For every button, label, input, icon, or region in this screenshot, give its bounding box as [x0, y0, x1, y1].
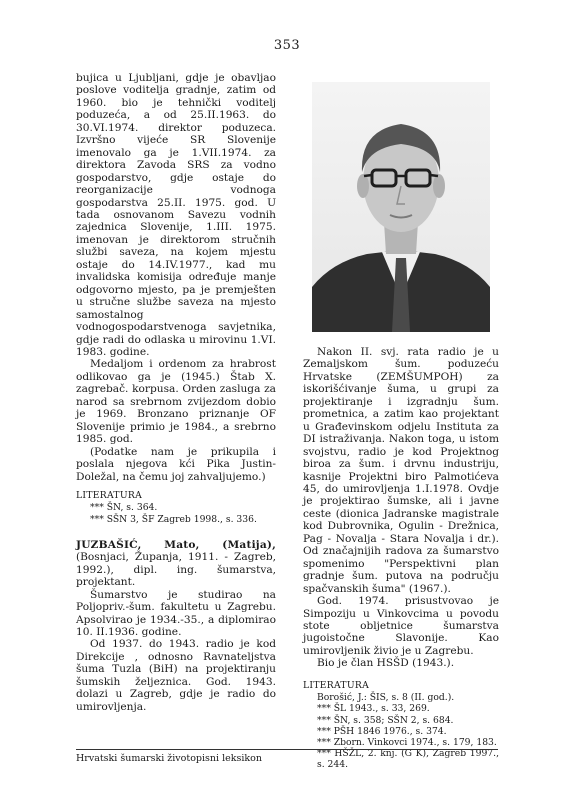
- entry-paragraph: Šumarstvo je studirao na Poljopriv.-šum. fakultetu u Zagrebu. Apsolvirao je 1934.-35., a diplomirao 10. II.1936. godine.: [76, 588, 276, 638]
- literature-heading: LITERATURA: [76, 489, 143, 501]
- literature-item: *** ŠL 1943., s. 33, 269.: [317, 703, 430, 715]
- membership-paragraph: Bio je član HSŠD (1943.).: [317, 657, 455, 670]
- literature-item: Borošić, J.: ŠIS, s. 8 (II. god.).: [317, 692, 455, 704]
- literature-heading: LITERATURA: [303, 679, 370, 691]
- literature-item: *** SŠN 3, ŠF Zagreb 1998., s. 336.: [90, 513, 257, 525]
- entry-paragraph: Od 1937. do 1943. radio je kod Direkcije , odnosno Ravnateljstva šuma Tuzla (BiH) na projektiranju šumskih željeznica. God. 1943. dolazi u Zagreb, gdje je radio do umirovljenja.: [76, 638, 276, 713]
- literature-item: *** HŠŽL, 2. knj. (G K), Zagreb 1997., s. 244.: [317, 748, 499, 771]
- entry-header: [76, 539, 276, 589]
- footer-divider: [76, 749, 498, 750]
- symposium-paragraph: God. 1974. prisustvovao je Simpoziju u Vinkovcima u povodu stote obljetnice šumarstva jugoistočne Slavonije. Kao umirovljenik živio je u Zagrebu.: [303, 595, 499, 657]
- literature-item: *** Zborn. Vinkovci 1974., s. 179, 183.: [317, 737, 497, 749]
- portrait-photo: [312, 82, 490, 332]
- literature-item: *** ŠN, s. 358; SŠN 2, s. 684.: [317, 714, 454, 726]
- page-number: 353: [273, 38, 301, 53]
- entry-intro: (Bosnjaci, Županja, 1911. - Zagreb, 1992.), dipl. ing. šumarstva, projektant.: [76, 551, 276, 589]
- footer-title: Hrvatski šumarski životopisni leksikon: [76, 753, 263, 764]
- entry-title: JUZBAŠIĆ, Mato, (Matija),: [76, 538, 276, 551]
- literature-item: *** ŠN, s. 364.: [90, 502, 158, 514]
- awards-paragraph: Medaljom i ordenom za hrabrost odlikovao ga je (1945.) Štab X. zagrebač. korpusa. Orden zasluga za narod sa srebrnom zvijezdom dobio je 1969. Bronzano priznanje OF Slovenije primio je 1984., a srebrno 1985. god.: [76, 358, 276, 446]
- bio-paragraph: bujica u Ljubljani, gdje je obavljao poslove voditelja gradnje, zatim od 1960. bio je tehnički voditelj poduzeća, a od 25.II.1963. do 30.VI.1974. direktor poduzeca. Izvršno vijeće SR Slovenije imenovalo ga je 1.VII.1974. za direktora Zavoda SRS za vodno gospodarstvo, gdje ostaje do reorganizacije vodnoga gospodarstva 25.II. 1975. god. U tada osnovanom Savezu vodnih zajednica Slovenije, 1.III. 1975. imenovan je direktorom stručnih službi saveza, na kojem mjestu ostaje do 14.IV.1977., kad mu invalidska komisija određuje manje odgovorno mjesto, pa je premješten u stručne službe saveza na mjesto samostalnog vodnogospodarstvenoga savjetnika, gdje radi do odlaska u mirovinu 1.VI. 1983. godine.: [76, 72, 276, 358]
- career-paragraph: Nakon II. svj. rata radio je u Zemaljskom šum. poduzeću Hrvatske (ZEMŠUMPOH) za iskorišćivanje šuma, u grupi za projektiranje i izgradnju šum. prometnica, a zatim kao projektant u Građevinskom odjelu Instituta za DI istraživanja. Nakon toga, u istom svojstvu, radio je kod Projektnog biroa za šum. i drvnu industriju, kasnije Projektni biro Palmotićeva 45, do umirovljenja 1.I.1978. Ovdje je projektirao šumske, ali i javne ceste (dionica Jadranske magistrale kod Dubrovnika, Ogulin - Drežnica, Pag - Novalja - Stara Novalja i dr.). Od značajnijih radova za šumarstvo spomenimo "Perspektivni plan gradnje šum. putova na području spačvanskih šuma" (1967.).: [303, 346, 499, 595]
- left-column: [76, 72, 276, 713]
- right-column: [303, 346, 499, 771]
- literature-item: *** PŠH 1846 1976., s. 374.: [317, 725, 447, 737]
- acknowledgement-paragraph: (Podatke nam je prikupila i poslala njegova kći Pika Justin-Doležal, na čemu joj zahvaljujemo.): [76, 445, 276, 483]
- portrait-illustration: [312, 82, 490, 332]
